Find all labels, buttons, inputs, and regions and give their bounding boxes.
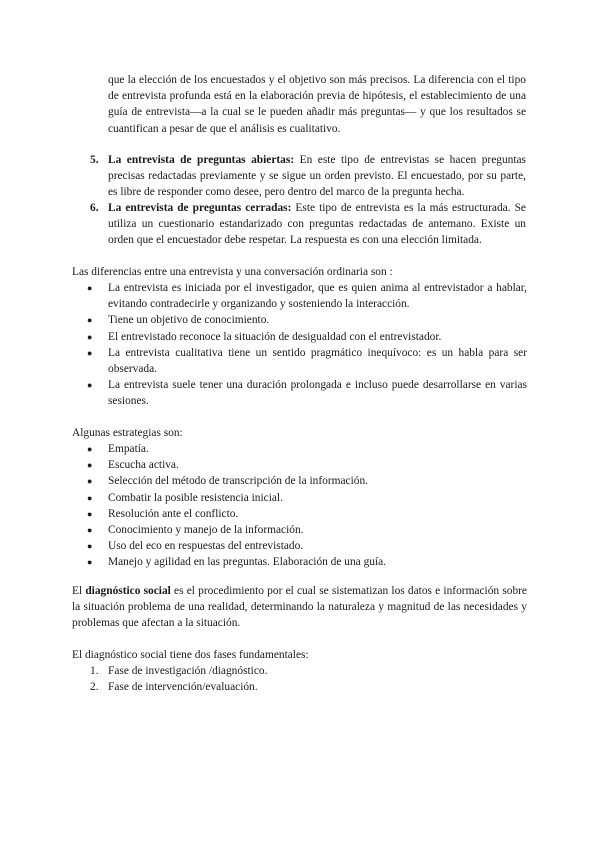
item-number: 6.: [90, 202, 99, 214]
list-item: [87, 377, 527, 409]
item-number: 5.: [90, 154, 99, 166]
list-item: [87, 312, 527, 328]
list-item-text: Combatir la posible resistencia inicial.: [108, 491, 283, 504]
list-item-text: La entrevista es iniciada por el investigador, que es quien anima al entrevistador a hablar, evitando contradecirle y organizando y sosteniendo la interacción.: [108, 282, 527, 311]
list-item: [87, 554, 527, 570]
item-title: La entrevista de preguntas cerradas:: [108, 202, 292, 214]
list-item: [87, 345, 527, 377]
list-item-text: Resolución ante el conflicto.: [108, 507, 239, 520]
phases-intro: El diagnóstico social tiene dos fases fundamentales:: [72, 649, 309, 661]
differences-list: [87, 280, 527, 410]
bullet-icon: ●: [87, 315, 93, 326]
list-item-text: Uso del eco en respuestas del entrevistado.: [108, 540, 304, 553]
list-item-text: El entrevistado reconoce la situación de desigualdad con el entrevistador.: [108, 330, 442, 343]
list-item-text: Escucha activa.: [108, 459, 179, 472]
numbered-item-5: [90, 152, 526, 201]
bullet-icon: ●: [87, 347, 93, 358]
differences-intro: Las diferencias entre una entrevista y una conversación ordinaria son :: [72, 266, 393, 278]
list-item-text: Conocimiento y manejo de la información.: [108, 524, 304, 537]
list-item: [90, 663, 527, 679]
list-item: [87, 329, 527, 345]
list-item-text: Manejo y agilidad en las preguntas. Elaboración de una guía.: [108, 556, 387, 569]
list-item-text: Fase de investigación /diagnóstico.: [108, 665, 268, 677]
bullet-icon: ●: [87, 460, 93, 471]
list-item: [90, 679, 527, 695]
list-item: [87, 280, 527, 312]
list-item-text: Tiene un objetivo de conocimiento.: [108, 314, 270, 327]
item-text: En este tipo de entrevistas se hacen preguntas precisas redactadas previamente y se sigue un orden previsto. El encuestado, por su parte, es libre de responder como desee, pero dentro del marco de la pregunta hecha.: [108, 154, 526, 199]
bullet-icon: ●: [87, 380, 93, 391]
item-title: La entrevista de preguntas abiertas:: [108, 154, 295, 166]
strategies-intro: Algunas estrategias son:: [72, 427, 183, 439]
list-item: [87, 538, 527, 554]
bullet-icon: ●: [87, 476, 93, 487]
list-item-text: La entrevista suele tener una duración prolongada e incluso puede desarrollarse en varias sesiones.: [108, 379, 527, 408]
item-number: 1.: [90, 665, 99, 677]
diagnostic-pre: El: [72, 585, 86, 597]
bullet-icon: ●: [87, 525, 93, 536]
list-item: [87, 522, 527, 538]
list-item: [87, 441, 527, 457]
list-item: [87, 506, 527, 522]
list-item-text: Fase de intervención/evaluación.: [108, 681, 258, 694]
continuation-paragraph: que la elección de los encuestados y el objetivo son más precisos. La diferencia con el tipo de entrevista profunda está en la elaboración previa de hipótesis, el establecimiento de una guía de entrevista—a la cual se le pueden añadir más preguntas— y que los resultados se cuantifican a pesar de que el análisis es cualitativo.: [108, 74, 526, 135]
diagnostic-paragraph: [72, 583, 527, 632]
list-item: [87, 457, 527, 473]
numbered-item-6: [90, 200, 526, 249]
diagnostic-term: diagnóstico social: [85, 585, 171, 597]
list-item: [87, 490, 527, 506]
list-item-text: Selección del método de transcripción de la información.: [108, 475, 368, 488]
diagnostic-text: es el procedimiento por el cual se sistematizan los datos e información sobre la situación problema de una realidad, determinando la naturaleza y magnitud de las necesidades y problemas que afectan a la situación.: [72, 585, 527, 630]
strategies-list: [87, 441, 527, 571]
bullet-icon: ●: [87, 508, 93, 519]
bullet-icon: ●: [87, 492, 93, 503]
bullet-icon: ●: [87, 444, 93, 454]
bullet-icon: ●: [87, 283, 93, 293]
list-item: [87, 473, 527, 489]
bullet-icon: ●: [87, 557, 93, 568]
bullet-icon: ●: [87, 331, 93, 342]
list-item-text: Empatía.: [108, 443, 149, 455]
item-number: 2.: [90, 681, 99, 694]
phases-list: [90, 663, 527, 695]
list-item-text: La entrevista cualitativa tiene un sentido pragmático inequívoco: es un habla para ser observada.: [108, 346, 527, 376]
bullet-icon: ●: [87, 541, 93, 552]
item-text: Este tipo de entrevista es la más estructurada. Se utiliza un cuestionario estandarizado con preguntas redactadas de antemano. Existe un orden que el encuestador debe respetar. La respuesta es con una elección limitada.: [108, 202, 526, 247]
